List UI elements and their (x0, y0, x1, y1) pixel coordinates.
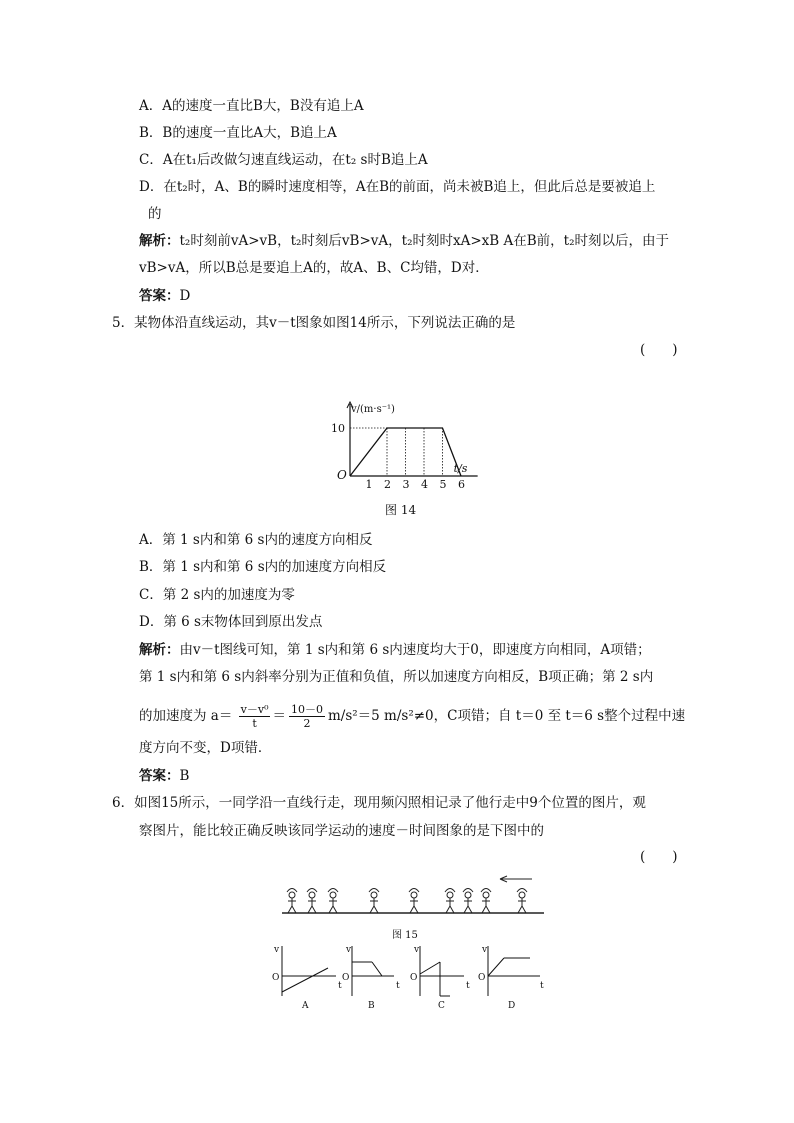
q5-analysis3-pre: 的加速度为 a＝ (139, 708, 233, 724)
q5-option-a: A．第 1 s内和第 6 s内的速度方向相反 (139, 532, 373, 548)
q4-option-b: B．B的速度一直比A大，B追上A (139, 125, 337, 141)
svg-text:O: O (272, 973, 280, 983)
q5-answer-value: B (179, 768, 190, 784)
q4-answer-value: D (179, 288, 191, 304)
svg-text:v: v (274, 945, 280, 955)
walker-figure (481, 889, 491, 914)
q5-answer-paren: ( ) (640, 342, 678, 358)
q5-analysis-label: 解析： (139, 642, 180, 658)
q5-fraction-2-den: 2 (303, 717, 311, 730)
q5-option-c: C．第 2 s内的加速度为零 (139, 587, 295, 603)
q5-option-b: B．第 1 s内和第 6 s内的加速度方向相反 (139, 559, 387, 575)
q6-answer-paren: ( ) (640, 849, 678, 865)
graph-b (352, 946, 394, 996)
q6-stroboscopic-photo (282, 870, 547, 920)
q4-option-d: D．在t₂时，A、B的瞬时速度相等，A在B的前面，尚未被B追上，但此后总是要被追上 (139, 179, 656, 195)
graph-option-label: A (302, 1001, 309, 1010)
q4-answer (139, 286, 190, 306)
q5-analysis-line3 (139, 703, 685, 730)
q5-vt-chart (330, 398, 490, 488)
graph-option-label: C (438, 1001, 445, 1010)
q5-figure-caption: 图 14 (385, 503, 417, 517)
x-tick-label: 5 (439, 478, 447, 488)
graph-d (488, 946, 540, 996)
svg-text:t: t (466, 981, 470, 991)
walker-figure (328, 889, 338, 914)
q5-analysis3-post: m/s²＝5 m/s²≠0，C项错；自 t＝0 至 t＝6 s整个过程中速 (327, 708, 686, 724)
svg-text:O: O (342, 973, 350, 983)
q5-answer-label: 答案： (139, 768, 180, 784)
origin-label: O (337, 468, 347, 482)
svg-text:t: t (338, 981, 342, 991)
x-tick-label: 2 (384, 478, 391, 488)
x-tick-label: 4 (421, 478, 428, 488)
q5-fraction-1-den: t (252, 717, 257, 730)
q5-stem: 5．某物体沿直线运动，其v－t图象如图14所示，下列说法正确的是 (112, 315, 516, 331)
q5-analysis-line2: 第 1 s内和第 6 s内斜率分别为正值和负值，所以加速度方向相反，B项正确；第 2 s内 (139, 669, 654, 685)
q6-figure-caption: 图 15 (392, 930, 418, 941)
q6-stem-line2: 察图片，能比较正确反映该同学运动的速度－时间图象的是下图中的 (139, 823, 544, 839)
q4-analysis-text1: t₂时刻前vA>vB，t₂时刻后vB>vA，t₂时刻时xA>xB A在B前，t₂时刻以后，由于 (179, 233, 669, 249)
svg-text:v: v (346, 945, 352, 955)
graph-option-label: D (508, 1001, 516, 1010)
q4-analysis-label: 解析： (139, 233, 180, 249)
x-tick-label: 3 (402, 478, 410, 488)
q4-answer-label: 答案： (139, 288, 180, 304)
svg-text:t: t (540, 981, 544, 991)
q5-analysis-text1: 由v－t图线可知，第 1 s内和第 6 s内速度均大于0，即速度方向相同，A项错； (179, 642, 651, 658)
q5-fraction-2-num: 10－0 (290, 703, 323, 716)
walker-figure (517, 889, 527, 914)
q4-analysis-line1 (139, 231, 669, 251)
walker-figure (369, 889, 379, 914)
q5-analysis-line4: 度方向不变，D项错． (139, 740, 272, 756)
q5-answer (139, 766, 189, 786)
q4-option-d-cont: 的 (148, 206, 162, 222)
q6-stem-line1: 6．如图15所示，一同学沿一直线行走，现用频闪照相记录了他行走中9个位置的图片，观 (112, 795, 646, 811)
walker-figure (409, 889, 419, 914)
walker-figure (463, 889, 473, 914)
q5-option-d: D．第 6 s末物体回到原出发点 (139, 614, 323, 630)
x-tick-label: 1 (365, 478, 373, 488)
q4-option-c: C．A在t₁后改做匀速直线运动，在t₂ s时B追上A (139, 152, 428, 168)
walker-figure (445, 889, 455, 914)
graph-c (420, 946, 464, 996)
y-axis-label: v/(m·s⁻¹) (351, 404, 395, 415)
x-tick-label: 6 (458, 478, 465, 488)
q4-option-a: A．A的速度一直比B大，B没有追上A (139, 98, 364, 114)
svg-text:O: O (410, 973, 418, 983)
q5-equals: ＝ (272, 708, 286, 724)
walker-figure (307, 889, 317, 914)
svg-text:v: v (414, 945, 420, 955)
svg-text:v: v (482, 945, 488, 955)
q5-analysis-line1 (139, 640, 651, 660)
q5-fraction-2 (289, 703, 325, 730)
walker-figure (287, 889, 297, 914)
svg-text:t: t (396, 981, 400, 991)
q5-fraction-1 (239, 703, 271, 730)
q4-analysis-line2: vB>vA，所以B总是要追上A的，故A、B、C均错，D对． (139, 260, 489, 276)
q5-fraction-1-num: v－v⁰ (240, 703, 269, 716)
svg-text:O: O (478, 973, 486, 983)
x-axis-label: t/s (453, 462, 468, 475)
y-tick-label: 10 (331, 422, 345, 435)
graph-a (282, 946, 336, 996)
q6-option-graphs (268, 940, 558, 1010)
graph-option-label: B (368, 1001, 375, 1010)
